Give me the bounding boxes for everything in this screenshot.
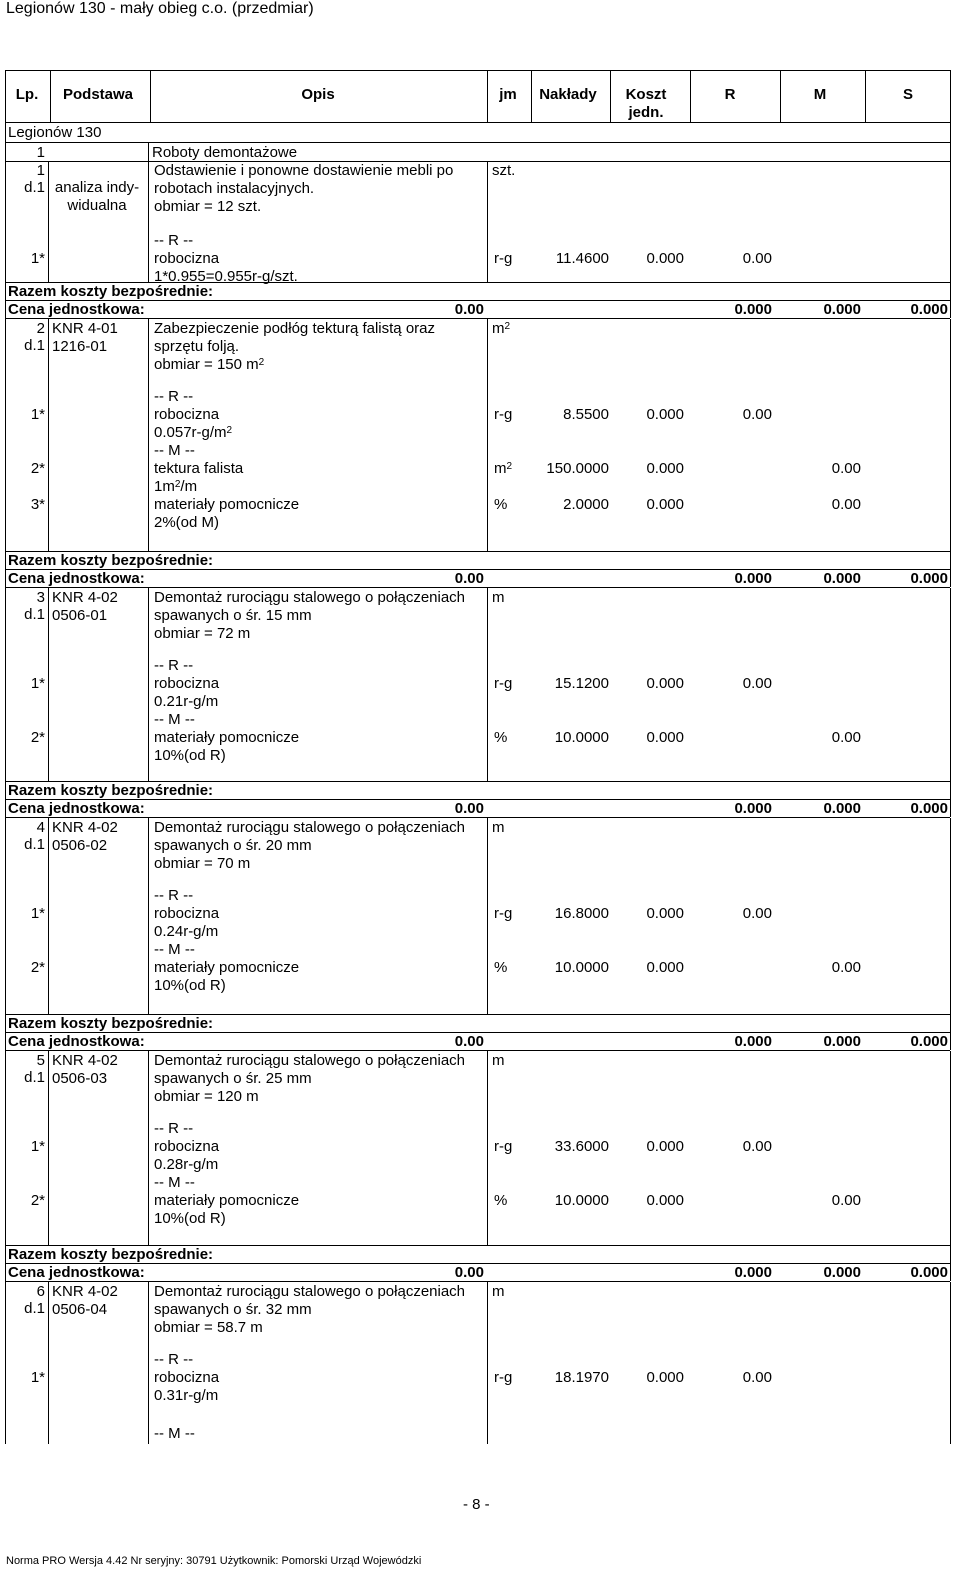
position-1-resource-1-name: robocizna (154, 250, 220, 267)
table-rule (48, 161, 49, 282)
chapter-title: Roboty demontażowe (152, 144, 298, 161)
table-rule (950, 551, 951, 587)
header-lp: Lp. (15, 86, 39, 103)
position-2-resource-3-naklady: 2.0000 (563, 496, 609, 513)
position-4-resource-1-group: -- R -- (154, 887, 194, 904)
header-jm: jm (499, 86, 517, 103)
position-2-resource-1-group: -- R -- (154, 388, 194, 405)
position-2-basis: KNR 4-01 (52, 320, 118, 337)
position-5-resource-1-norm: 0.28r-g/m (154, 1156, 219, 1173)
position-5-basis: KNR 4-02 (52, 1052, 118, 1069)
table-rule (5, 781, 6, 817)
position-1-number: 1 (36, 162, 45, 179)
position-1-unit: szt. (492, 162, 516, 179)
position-6-basis: 0506-04 (52, 1301, 108, 1318)
table-rule (950, 781, 951, 817)
position-1-resource-1-koszt: 0.000 (646, 250, 684, 267)
position-3-resource-1-name: robocizna (154, 675, 220, 692)
position-2-resource-3-norm: 2%(od M) (154, 514, 220, 531)
position-2-resource-3-jm: % (494, 496, 508, 513)
table-rule (5, 1281, 950, 1282)
position-3-resource-1-r: 0.00 (742, 675, 772, 692)
position-1-description: Odstawienie i ponowne dostawienie mebli po (154, 162, 454, 179)
position-5-resource-2-koszt: 0.000 (646, 1192, 684, 1209)
superscript: 2 (226, 425, 233, 436)
position-3-resource-2-naklady: 10.0000 (554, 729, 609, 746)
position-4-resource-1-naklady: 16.8000 (554, 905, 609, 922)
position-2-resource-1-koszt: 0.000 (646, 406, 684, 423)
position-3-resource-1-koszt: 0.000 (646, 675, 684, 692)
position-4-resource-2-group: -- M -- (154, 941, 195, 958)
position-5-resource-2-group: -- M -- (154, 1174, 195, 1191)
table-rule (48, 818, 49, 1014)
position-5-resource-1-index: 1* (30, 1138, 45, 1155)
position-1-description: robotach instalacyjnych. (154, 180, 315, 197)
position-5-cena-m: 0.000 (823, 1264, 861, 1281)
position-4-resource-2-m: 0.00 (831, 959, 861, 976)
position-3-resource-1-naklady: 15.1200 (554, 675, 609, 692)
position-2-resource-1-jm: r-g (494, 406, 513, 423)
table-rule (950, 1014, 951, 1050)
header-podstawa: Podstawa (62, 86, 134, 103)
table-rule (5, 122, 6, 161)
position-3-resource-2-index: 2* (30, 729, 45, 746)
table-rule (148, 1282, 149, 1444)
position-5-number: 5 (36, 1052, 45, 1069)
position-5-resource-2-norm: 10%(od R) (154, 1210, 226, 1227)
chapter-number: 1 (36, 144, 45, 161)
position-1-cena-m: 0.000 (823, 301, 861, 318)
position-1-basis: analiza indy- (54, 179, 140, 196)
position-5-resource-1-koszt: 0.000 (646, 1138, 684, 1155)
table-rule (487, 1051, 488, 1245)
position-4-resource-2-norm: 10%(od R) (154, 977, 226, 994)
position-5-resource-1-r: 0.00 (742, 1138, 772, 1155)
position-6-unit: m (492, 1283, 505, 1300)
position-2-resource-2-group: -- M -- (154, 442, 195, 459)
table-rule (950, 161, 951, 282)
position-2-resource-2-koszt: 0.000 (646, 460, 684, 477)
section-title: Legionów 130 (8, 124, 102, 141)
table-rule (950, 1051, 951, 1245)
position-3-cena-label: Cena jednostkowa: (8, 800, 145, 817)
position-3-description: Demontaż rurociągu stalowego o połączeniach (154, 589, 466, 606)
table-rule (950, 818, 951, 1014)
position-3-resource-2-jm: % (494, 729, 508, 746)
position-3-basis: KNR 4-02 (52, 589, 118, 606)
position-2-resource-3-index: 3* (30, 496, 45, 513)
superscript: 2 (174, 479, 181, 490)
position-2-resource-3-name: materiały pomocnicze (154, 496, 300, 513)
position-3-resource-1-norm: 0.21r-g/m (154, 693, 219, 710)
position-5-resource-2-jm: % (494, 1192, 508, 1209)
table-rule (5, 1051, 6, 1245)
position-6-number: 6 (36, 1283, 45, 1300)
position-1-description: obmiar = 12 szt. (154, 198, 262, 215)
position-1-basis: widualna (67, 197, 127, 214)
position-4-resource-1-koszt: 0.000 (646, 905, 684, 922)
position-1-resource-1-index: 1* (30, 250, 45, 267)
position-2-resource-1-index: 1* (30, 406, 45, 423)
position-2-resource-2-norm: $1m^2/m$ (154, 478, 198, 495)
position-1-cena-koszt: 0.00 (454, 301, 484, 318)
position-4-resource-1-r: 0.00 (742, 905, 772, 922)
position-2-razem-label: Razem koszty bezpośrednie: (8, 552, 214, 569)
position-3-razem-label: Razem koszty bezpośrednie: (8, 782, 214, 799)
position-4-resource-1-index: 1* (30, 905, 45, 922)
position-5-cena-r: 0.000 (734, 1264, 772, 1281)
position-2-resource-2-naklady: 150.0000 (546, 460, 609, 477)
position-3-resource-1-jm: r-g (494, 675, 513, 692)
page-number: - 8 - (463, 1496, 490, 1513)
table-rule (48, 1051, 49, 1245)
position-3-resource-2-group: -- M -- (154, 711, 195, 728)
position-3-basis: 0506-01 (52, 607, 108, 624)
document-title: Legionów 130 - mały obieg c.o. (przedmiar) (6, 0, 314, 17)
position-2-description: obmiar = 150 $m^2$ (154, 356, 265, 373)
position-3-unit: m (492, 589, 505, 606)
position-6-trailing-group: -- M -- (154, 1425, 195, 1442)
table-rule (950, 1282, 951, 1444)
position-4-resource-1-norm: 0.24r-g/m (154, 923, 219, 940)
position-6-resource-1-name: robocizna (154, 1369, 220, 1386)
position-4-description: Demontaż rurociągu stalowego o połączeniach (154, 819, 466, 836)
table-rule (950, 319, 951, 551)
position-2-resource-1-naklady: 8.5500 (563, 406, 609, 423)
position-1-resource-1-naklady: 11.4600 (555, 250, 609, 267)
header-opis: Opis (301, 86, 335, 103)
table-rule (950, 588, 951, 781)
position-4-resource-1-name: robocizna (154, 905, 220, 922)
table-rule (148, 818, 149, 1014)
position-4-resource-2-index: 2* (30, 959, 45, 976)
position-1-resource-1-jm: r-g (494, 250, 513, 267)
table-rule (5, 551, 6, 587)
position-4-resource-2-jm: % (494, 959, 508, 976)
table-rule (950, 122, 951, 161)
position-6-resource-1-koszt: 0.000 (646, 1369, 684, 1386)
position-5-description: Demontaż rurociągu stalowego o połączeniach (154, 1052, 466, 1069)
position-6-sub: d.1 (24, 1300, 45, 1317)
position-5-razem-label: Razem koszty bezpośrednie: (8, 1246, 214, 1263)
table-rule (5, 161, 6, 282)
table-rule (5, 318, 950, 319)
position-5-description: obmiar = 120 m (154, 1088, 259, 1105)
position-3-cena-r: 0.000 (734, 800, 772, 817)
position-3-resource-2-m: 0.00 (831, 729, 861, 746)
position-5-cena-s: 0.000 (910, 1264, 948, 1281)
position-6-resource-1-group: -- R -- (154, 1351, 194, 1368)
position-5-unit: m (492, 1052, 505, 1069)
table-rule (148, 1051, 149, 1245)
position-4-unit: m (492, 819, 505, 836)
table-rule (148, 319, 149, 551)
table-rule (148, 161, 149, 282)
position-6-description: spawanych o śr. 32 mm (154, 1301, 312, 1318)
position-5-resource-2-naklady: 10.0000 (554, 1192, 609, 1209)
table-rule (5, 122, 950, 123)
superscript: 2 (258, 357, 265, 368)
position-4-description: spawanych o śr. 20 mm (154, 837, 312, 854)
position-3-resource-2-koszt: 0.000 (646, 729, 684, 746)
position-5-description: spawanych o śr. 25 mm (154, 1070, 312, 1087)
table-rule (48, 319, 49, 551)
position-4-resource-2-naklady: 10.0000 (554, 959, 609, 976)
table-rule (5, 70, 950, 71)
position-2-resource-1-norm: $0.057r-g/m^2$ (154, 424, 233, 441)
position-4-description: obmiar = 70 m (154, 855, 251, 872)
position-1-cena-s: 0.000 (910, 301, 948, 318)
table-rule (5, 1050, 950, 1051)
position-5-cena-koszt: 0.00 (454, 1264, 484, 1281)
position-4-resource-2-name: materiały pomocnicze (154, 959, 300, 976)
table-rule (148, 142, 149, 161)
table-rule (487, 818, 488, 1014)
position-5-resource-2-index: 2* (30, 1192, 45, 1209)
table-rule (5, 161, 950, 162)
table-rule (148, 588, 149, 781)
position-6-resource-1-r: 0.00 (742, 1369, 772, 1386)
position-2-cena-s: 0.000 (910, 570, 948, 587)
header-naklady: Nakłady (539, 86, 597, 103)
position-3-resource-2-name: materiały pomocnicze (154, 729, 300, 746)
position-4-resource-1-jm: r-g (494, 905, 513, 922)
position-6-basis: KNR 4-02 (52, 1283, 118, 1300)
position-4-cena-koszt: 0.00 (454, 1033, 484, 1050)
position-4-resource-2-koszt: 0.000 (646, 959, 684, 976)
position-2-description: Zabezpieczenie podłóg tekturą falistą oraz (154, 320, 436, 337)
table-rule (487, 161, 488, 282)
position-4-cena-r: 0.000 (734, 1033, 772, 1050)
position-2-resource-1-r: 0.00 (742, 406, 772, 423)
position-4-cena-s: 0.000 (910, 1033, 948, 1050)
position-1-resource-1-group: -- R -- (154, 232, 194, 249)
position-3-resource-2-norm: 10%(od R) (154, 747, 226, 764)
position-2-resource-2-name: tektura falista (154, 460, 244, 477)
position-5-sub: d.1 (24, 1069, 45, 1086)
position-2-unit: $m^2$ (492, 320, 511, 337)
table-rule (487, 588, 488, 781)
position-1-cena-label: Cena jednostkowa: (8, 301, 145, 318)
position-2-resource-2-m: 0.00 (831, 460, 861, 477)
position-3-cena-s: 0.000 (910, 800, 948, 817)
table-rule (5, 818, 6, 1014)
position-5-resource-1-jm: r-g (494, 1138, 513, 1155)
position-5-resource-2-name: materiały pomocnicze (154, 1192, 300, 1209)
table-rule (5, 587, 950, 588)
position-5-cena-label: Cena jednostkowa: (8, 1264, 145, 1281)
position-6-resource-1-index: 1* (30, 1369, 45, 1386)
position-3-description: spawanych o śr. 15 mm (154, 607, 312, 624)
position-2-resource-3-m: 0.00 (831, 496, 861, 513)
position-3-resource-1-index: 1* (30, 675, 45, 692)
position-1-cena-r: 0.000 (734, 301, 772, 318)
position-3-number: 3 (36, 589, 45, 606)
position-6-resource-1-norm: 0.31r-g/m (154, 1387, 219, 1404)
position-1-razem-label: Razem koszty bezpośrednie: (8, 283, 214, 300)
table-rule (5, 1282, 6, 1444)
header-s: S (902, 86, 913, 103)
position-2-resource-1-name: robocizna (154, 406, 220, 423)
position-2-number: 2 (36, 320, 45, 337)
header-m: M (813, 86, 827, 103)
position-3-sub: d.1 (24, 606, 45, 623)
header-koszt-jedn: jedn. (628, 104, 664, 121)
position-2-cena-m: 0.000 (823, 570, 861, 587)
table-rule (487, 319, 488, 551)
table-rule (48, 588, 49, 781)
position-2-resource-3-koszt: 0.000 (646, 496, 684, 513)
position-5-resource-2-m: 0.00 (831, 1192, 861, 1209)
position-4-basis: KNR 4-02 (52, 819, 118, 836)
position-1-resource-1-norm: 1*0.955=0.955r-g/szt. (154, 268, 298, 285)
position-6-resource-1-jm: r-g (494, 1369, 513, 1386)
position-4-cena-label: Cena jednostkowa: (8, 1033, 145, 1050)
header-koszt: Koszt (625, 86, 667, 103)
table-rule (5, 282, 6, 318)
software-footer: Norma PRO Wersja 4.42 Nr seryjny: 30791 Użytkownik: Pomorski Urząd Wojewódzki (6, 1555, 422, 1567)
table-rule (48, 1284, 49, 1444)
position-4-basis: 0506-02 (52, 837, 108, 854)
superscript: 2 (504, 321, 511, 332)
superscript: 2 (506, 461, 513, 472)
position-3-description: obmiar = 72 m (154, 625, 251, 642)
table-rule (5, 1245, 6, 1281)
position-6-resource-1-naklady: 18.1970 (554, 1369, 609, 1386)
position-5-resource-1-name: robocizna (154, 1138, 220, 1155)
position-4-sub: d.1 (24, 836, 45, 853)
table-rule (5, 142, 950, 143)
position-3-cena-koszt: 0.00 (454, 800, 484, 817)
position-6-description: Demontaż rurociągu stalowego o połączeniach (154, 1283, 466, 1300)
position-2-cena-label: Cena jednostkowa: (8, 570, 145, 587)
position-2-cena-koszt: 0.00 (454, 570, 484, 587)
table-rule (5, 817, 950, 818)
position-6-description: obmiar = 58.7 m (154, 1319, 263, 1336)
position-5-basis: 0506-03 (52, 1070, 108, 1087)
position-5-resource-1-naklady: 33.6000 (554, 1138, 609, 1155)
position-4-cena-m: 0.000 (823, 1033, 861, 1050)
position-4-number: 4 (36, 819, 45, 836)
table-rule (5, 1014, 6, 1050)
position-1-resource-1-r: 0.00 (742, 250, 772, 267)
table-rule (950, 1245, 951, 1281)
table-rule (5, 319, 6, 551)
header-r: R (724, 86, 736, 103)
table-rule (950, 282, 951, 318)
position-3-resource-1-group: -- R -- (154, 657, 194, 674)
position-3-cena-m: 0.000 (823, 800, 861, 817)
position-2-description: sprzętu folją. (154, 338, 240, 355)
position-2-sub: d.1 (24, 337, 45, 354)
position-4-razem-label: Razem koszty bezpośrednie: (8, 1015, 214, 1032)
position-5-resource-1-group: -- R -- (154, 1120, 194, 1137)
position-1-sub: d.1 (24, 179, 45, 196)
position-2-resource-2-jm: $m^2$ (494, 460, 513, 477)
position-2-basis: 1216-01 (52, 338, 108, 355)
table-rule (5, 588, 6, 781)
position-2-resource-2-index: 2* (30, 460, 45, 477)
table-rule (487, 1282, 488, 1444)
position-2-cena-r: 0.000 (734, 570, 772, 587)
